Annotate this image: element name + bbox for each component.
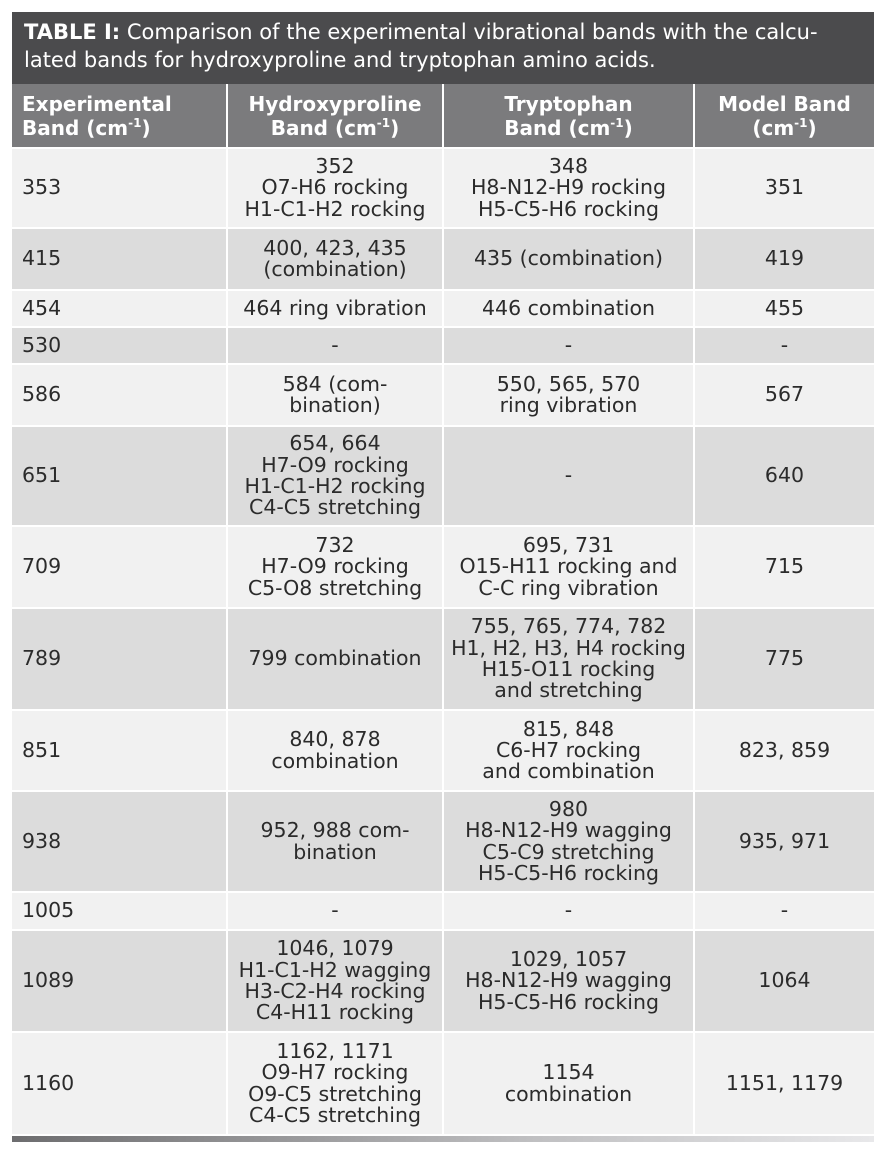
- cell-model: -: [694, 327, 874, 364]
- header-line1: Model Band: [718, 91, 851, 116]
- cell-hydroxyproline: 464 ring vibration: [227, 290, 443, 327]
- table-row: [12, 791, 874, 892]
- cell-experimental: 586: [12, 364, 227, 426]
- cell-model: 351: [694, 148, 874, 228]
- cell-hydroxyproline: 400, 423, 435 (combination): [227, 228, 443, 290]
- header-close: ): [390, 115, 400, 140]
- cell-tryptophan: 980 H8-N12-H9 wagging C5-C9 stretching H5-C5-H6 rocking: [443, 791, 694, 892]
- cell-tryptophan: 815, 848 C6-H7 rocking and combination: [443, 710, 694, 791]
- cell-tryptophan: 695, 731 O15-H11 rocking and C-C ring vibration: [443, 526, 694, 608]
- table-row: [12, 892, 874, 930]
- cell-tryptophan: 446 combination: [443, 290, 694, 327]
- header-line2: (cm: [752, 115, 795, 140]
- header-line2: Band (cm: [270, 115, 377, 140]
- table-figure: [12, 12, 874, 1142]
- table-header: [12, 84, 874, 148]
- cell-model: 715: [694, 526, 874, 608]
- cell-model: 455: [694, 290, 874, 327]
- header-line2: Band (cm: [504, 115, 611, 140]
- unit-superscript: -1: [610, 115, 624, 130]
- caption-label: TABLE I:: [24, 20, 121, 44]
- cell-experimental: 851: [12, 710, 227, 791]
- cell-tryptophan: -: [443, 426, 694, 526]
- cell-experimental: 1160: [12, 1032, 227, 1134]
- cell-tryptophan: 1154 combination: [443, 1032, 694, 1134]
- bands-table: [12, 84, 874, 1134]
- cell-hydroxyproline: 352 O7-H6 rocking H1-C1-H2 rocking: [227, 148, 443, 228]
- unit-superscript: -1: [794, 115, 808, 130]
- cell-model: 640: [694, 426, 874, 526]
- cell-tryptophan: 348 H8-N12-H9 rocking H5-C5-H6 rocking: [443, 148, 694, 228]
- cell-hydroxyproline: 952, 988 com- bination: [227, 791, 443, 892]
- cell-tryptophan: 1029, 1057 H8-N12-H9 wagging H5-C5-H6 rocking: [443, 930, 694, 1032]
- table-row: [12, 327, 874, 364]
- header-line1: Hydroxyproline: [248, 91, 422, 116]
- cell-experimental: 709: [12, 526, 227, 608]
- cell-model: -: [694, 892, 874, 930]
- cell-tryptophan: -: [443, 892, 694, 930]
- cell-experimental: 938: [12, 791, 227, 892]
- table-body: [12, 148, 874, 1134]
- caption-text: Comparison of the experimental vibrational bands with the calcu-lated bands for hydroxyproline and tryptophan amino acids.: [24, 20, 818, 72]
- header-line1: Tryptophan: [504, 91, 633, 116]
- cell-hydroxyproline: 1162, 1171 O9-H7 rocking O9-C5 stretching C4-C5 stretching: [227, 1032, 443, 1134]
- cell-tryptophan: -: [443, 327, 694, 364]
- cell-hydroxyproline: -: [227, 892, 443, 930]
- header-close: ): [807, 115, 817, 140]
- cell-experimental: 454: [12, 290, 227, 327]
- cell-tryptophan: 755, 765, 774, 782 H1, H2, H3, H4 rocking H15-O11 rocking and stretching: [443, 608, 694, 710]
- cell-hydroxyproline: -: [227, 327, 443, 364]
- table-row: [12, 930, 874, 1032]
- cell-model: 419: [694, 228, 874, 290]
- cell-model: 935, 971: [694, 791, 874, 892]
- cell-hydroxyproline: 584 (com- bination): [227, 364, 443, 426]
- cell-hydroxyproline: 799 combination: [227, 608, 443, 710]
- table-row: [12, 608, 874, 710]
- cell-tryptophan: 550, 565, 570 ring vibration: [443, 364, 694, 426]
- header-tryptophan: [443, 84, 694, 148]
- table-row: [12, 364, 874, 426]
- bottom-rule: [12, 1136, 874, 1142]
- cell-hydroxyproline: 654, 664 H7-O9 rocking H1-C1-H2 rocking C4-C5 stretching: [227, 426, 443, 526]
- table-row: [12, 228, 874, 290]
- cell-experimental: 415: [12, 228, 227, 290]
- header-close: ): [623, 115, 633, 140]
- table-row: [12, 1032, 874, 1134]
- cell-experimental: 651: [12, 426, 227, 526]
- cell-experimental: 530: [12, 327, 227, 364]
- cell-hydroxyproline: 1046, 1079 H1-C1-H2 wagging H3-C2-H4 rocking C4-H11 rocking: [227, 930, 443, 1032]
- cell-hydroxyproline: 840, 878 combination: [227, 710, 443, 791]
- table-caption: [12, 12, 874, 84]
- header-line1: Experimental: [22, 91, 172, 116]
- table-row: [12, 710, 874, 791]
- header-close: ): [141, 115, 151, 140]
- cell-model: 1151, 1179: [694, 1032, 874, 1134]
- header-line2: Band (cm: [22, 115, 129, 140]
- cell-experimental: 1005: [12, 892, 227, 930]
- cell-tryptophan: 435 (combination): [443, 228, 694, 290]
- header-hydroxyproline: [227, 84, 443, 148]
- cell-model: 775: [694, 608, 874, 710]
- cell-model: 823, 859: [694, 710, 874, 791]
- cell-hydroxyproline: 732 H7-O9 rocking C5-O8 stretching: [227, 526, 443, 608]
- cell-experimental: 789: [12, 608, 227, 710]
- cell-experimental: 353: [12, 148, 227, 228]
- header-experimental: [12, 84, 227, 148]
- cell-model: 1064: [694, 930, 874, 1032]
- unit-superscript: -1: [128, 115, 142, 130]
- table-row: [12, 426, 874, 526]
- unit-superscript: -1: [376, 115, 391, 130]
- cell-model: 567: [694, 364, 874, 426]
- table-row: [12, 290, 874, 327]
- cell-experimental: 1089: [12, 930, 227, 1032]
- header-model: [694, 84, 874, 148]
- table-row: [12, 148, 874, 228]
- table-row: [12, 526, 874, 608]
